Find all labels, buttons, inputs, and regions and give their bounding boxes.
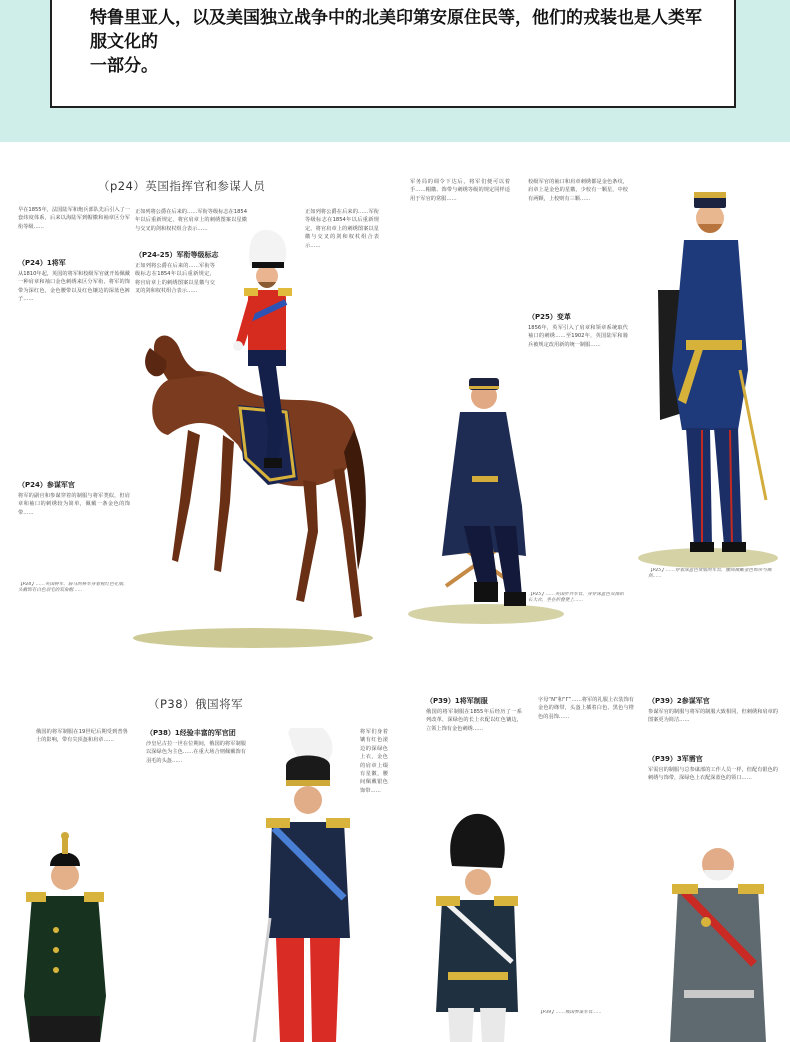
caption-p24: 【P24】……英国将军，骑马的将军身着猩红色礼服，头戴饰有白色羽毛的双角帽……: [18, 582, 128, 594]
paragraph-p38-1: 沙皇尼古拉一世在位期间，俄国的将军制服以深绿色为主色……在重大场合则佩戴饰有羽毛的头盔……: [146, 741, 246, 764]
subhead-p39-3: （P39）3军需官: [648, 755, 703, 763]
illustration-russian-officer-bearskin: [418, 812, 536, 1042]
paragraph-p25-b: 校级军官的袖口和肩章刺绣都是金色条纹，肩章上是金色的星徽，少校有一颗星，中校有两颗，上校则有三颗……: [528, 179, 628, 202]
paragraph-p24-2c: 正如列将公爵在后来的……军衔等级标志在1854年以后重新规定，将官肩章上的刺绣图案以星徽与交叉的剑和权杖组合表示……: [305, 209, 379, 249]
illustration-mounted-general: [128, 230, 378, 650]
paragraph-p24-3: 将军的副官和参谋穿着的制服与将军类似，但肩章和袖口的刺绣较为简单，佩戴一条金色的饰带……: [18, 493, 130, 516]
paragraph-p24-2b: 正如列将公爵在后来的……军衔等级标志在1854年以后重新规定，将官肩章上的刺绣图案以星徽与交叉的剑和权杖组合表示……: [135, 263, 215, 295]
illustration-russian-general-plumed: [250, 728, 360, 1042]
subhead-p39-1: （P39）1将军制服: [426, 697, 488, 705]
caption-p25-b: 【P25】……穿着深蓝色常服的军官，腰间佩戴金色饰带与佩剑……: [648, 568, 772, 580]
subhead-p38-1: （P38）1经验丰富的军官团: [146, 729, 236, 737]
subhead-p24-2: （P24-25）军衔等级标志: [135, 251, 219, 259]
banner-line-2: 一部分。: [90, 56, 158, 76]
page-russian-officers: [398, 680, 790, 1042]
paragraph-p39-2: 字母“N”和“Г”……将军的礼服上衣装饰有金色的绦带，头盔上插着白色、黑色与橙色的羽饰……: [538, 697, 634, 720]
section-title-p38: （P38）俄国将军: [148, 697, 244, 711]
paragraph-p38-2: 将军们身着镶有红色滚边的深绿色上衣，金色的肩章上缀有星徽，腰间佩戴银色饰带……: [360, 729, 388, 794]
paragraph-p24-2a: 正如列将公爵在后来的……军衔等级标志在1854年以后重新规定，将官肩章上的刺绣图案以星徽与交叉的剑和权杖组合表示……: [135, 209, 247, 232]
banner-text-box: [50, 0, 736, 108]
page-british-commanders: [0, 160, 392, 660]
top-banner: [0, 0, 790, 142]
banner-line-1: 特鲁里亚人，以及美国独立战争中的北美印第安原住民等，他们的戎装也是人类军服文化的: [90, 8, 702, 52]
subhead-p24-3: （P24）参谋军官: [18, 481, 75, 489]
paragraph-p24-1: 从1810年起，英国的将军和校级军官就开始佩戴一种肩章和袖口金色刺绣来区分军衔，将军的饰带为深红色，金色腰带以及红色镶边的深蓝色裤子……: [18, 271, 130, 303]
paragraph-p39-4: 军需官的制服与总参谋部的工作人员一样，但配有银色的刺绣与饰带，深绿色上衣配深蓝色的领口……: [648, 767, 778, 782]
page-russian-generals: [0, 680, 392, 1042]
illustration-russian-staff-officer: [654, 840, 784, 1042]
caption-p25-a: 【P25】……英国步兵军官，身穿深蓝色双排扣长大衣，坐在折叠凳上……: [528, 592, 624, 604]
illustration-standing-officer: [638, 170, 788, 570]
intro-paragraph: 早在1855年，法国陆军和炮兵部队先后引入了一套纬度体系，后来以海陆军到帽徽和袖章区分军衔等级……: [18, 207, 130, 230]
illustration-seated-officer: [406, 356, 566, 626]
subhead-p24-1: （P24）1将军: [18, 259, 66, 267]
paragraph-p25-c: 1856年，英军引入了肩章和领章系统取代袖口的刺绣……至1902年，英国陆军和骑兵被规定改用新的统一制服……: [528, 325, 628, 348]
paragraph-p39-1: 俄国的将军制服在1855年后经历了一系列改革，深绿色的长上衣配以红色镶边，立领上饰有金色刺绣……: [426, 709, 522, 732]
illustration-russian-general-helmet: [10, 826, 120, 1042]
banner-text: [90, 6, 710, 78]
subhead-p25: （P25）变革: [528, 313, 571, 321]
section-title-p24: （p24）英国指挥官和参谋人员: [98, 179, 266, 193]
caption-p39: 【P39】……俄国参谋军官……: [538, 1010, 602, 1015]
subhead-p39-2: （P39）2参谋军官: [648, 697, 710, 705]
paragraph-p38-intro: 俄国的将军制服在19世纪后期受到普鲁士的影响，带有尖顶盔和肩章……: [36, 729, 128, 744]
paragraph-p39-3: 参谋军官的制服与将军的制服大致相同，但刺绣和肩章的图案更为简洁……: [648, 709, 778, 724]
paragraph-p25-a: 军务局的调令下达后，将军们便可以着手……帽徽、饰带与刺绣等级的规定同样适用于军官的常服……: [410, 179, 510, 202]
page-british-officers: [398, 160, 790, 660]
